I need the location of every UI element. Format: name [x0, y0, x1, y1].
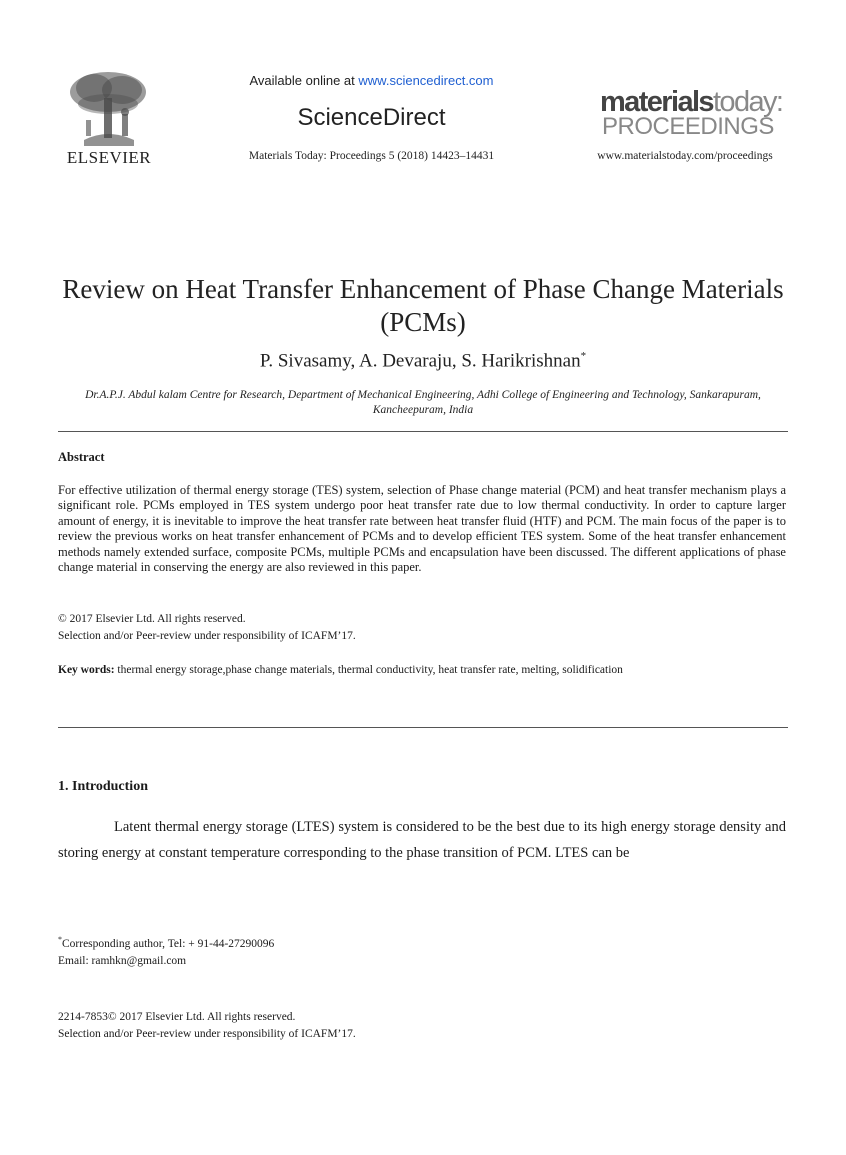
divider-top — [58, 431, 788, 432]
peer-review-line: Selection and/or Peer-review under responsibility of ICAFM’17. — [58, 630, 356, 642]
corresponding-author-mark: * — [580, 350, 587, 362]
journal-url: www.materialstoday.com/proceedings — [597, 150, 773, 162]
elsevier-tree-logo — [64, 70, 152, 148]
sciencedirect-title: ScienceDirect — [297, 104, 446, 131]
footer-peer-review-line: Selection and/or Peer-review under responsibility of ICAFM’17. — [58, 1028, 356, 1040]
logo-light-part: today: — [712, 86, 783, 118]
sciencedirect-link[interactable]: www.sciencedirect.com — [358, 73, 494, 88]
issn-line: 2214-7853© 2017 Elsevier Ltd. All rights reserved. — [58, 1011, 296, 1023]
author-list — [40, 350, 806, 372]
introduction-heading: 1. Introduction — [58, 779, 148, 794]
corresponding-author-footnote — [58, 935, 274, 950]
paper-title: Review on Heat Transfer Enhancement of Phase Change Materials (PCMs) — [62, 274, 784, 337]
authors-text: P. Sivasamy, A. Devaraju, S. Harikrishnan — [259, 350, 581, 372]
introduction-body: Latent thermal energy storage (LTES) system is considered to be the best due to its high energy storage density and storing energy at constant temperature corresponding to the phase transition of PCM. LTES can be — [58, 819, 786, 861]
available-prefix: Available online at — [249, 73, 359, 88]
elsevier-wordmark: ELSEVIER — [66, 148, 152, 167]
abstract-body: For effective utilization of thermal energy storage (TES) system, selection of Phase change material (PCM) and heat transfer mechanism plays a significant role. PCMs employed in TES system undergo poor heat transfer rate due to low thermal conductivity. In order to capture larger amount of energy, it is inevitable to improve the heat transfer rate between heat transfer fluid (HTF) and PCM. The main focus of the paper is to review the previous works on heat transfer enhancement of PCMs and to develop efficient TES system. Some of the heat transfer enhancement methods namely extended surface, composite PCMs, multiple PCMs and encapsulation have been discussed. The different applications of phase change material in conserving the energy are also reviewed in this paper. — [58, 483, 786, 575]
email-footnote: Email: ramhkn@gmail.com — [58, 955, 187, 967]
available-online-line — [200, 73, 543, 88]
copyright-line: © 2017 Elsevier Ltd. All rights reserved. — [58, 613, 246, 625]
divider-bottom — [58, 727, 788, 728]
abstract-heading: Abstract — [58, 450, 105, 464]
corresponding-author-text: Corresponding author, Tel: + 91-44-27290096 — [62, 937, 275, 950]
logo-proceedings: PROCEEDINGS — [602, 113, 774, 140]
logo-bold-part: materials — [600, 86, 713, 118]
materials-today-logo — [600, 86, 783, 140]
affiliation: Dr.A.P.J. Abdul kalam Centre for Research, Department of Mechanical Engineering, Adhi College of Engineering and Technology, Sankarapuram, Kancheepuram, India — [85, 389, 761, 416]
keywords-text: thermal energy storage,phase change materials, thermal conductivity, heat transfer rate, melting, solidification — [114, 664, 623, 676]
footnote-mark: * — [58, 935, 62, 944]
keywords-line — [58, 664, 623, 676]
journal-reference: Materials Today: Proceedings 5 (2018) 14423–14431 — [248, 150, 495, 162]
keywords-label: Key words: — [58, 664, 115, 676]
